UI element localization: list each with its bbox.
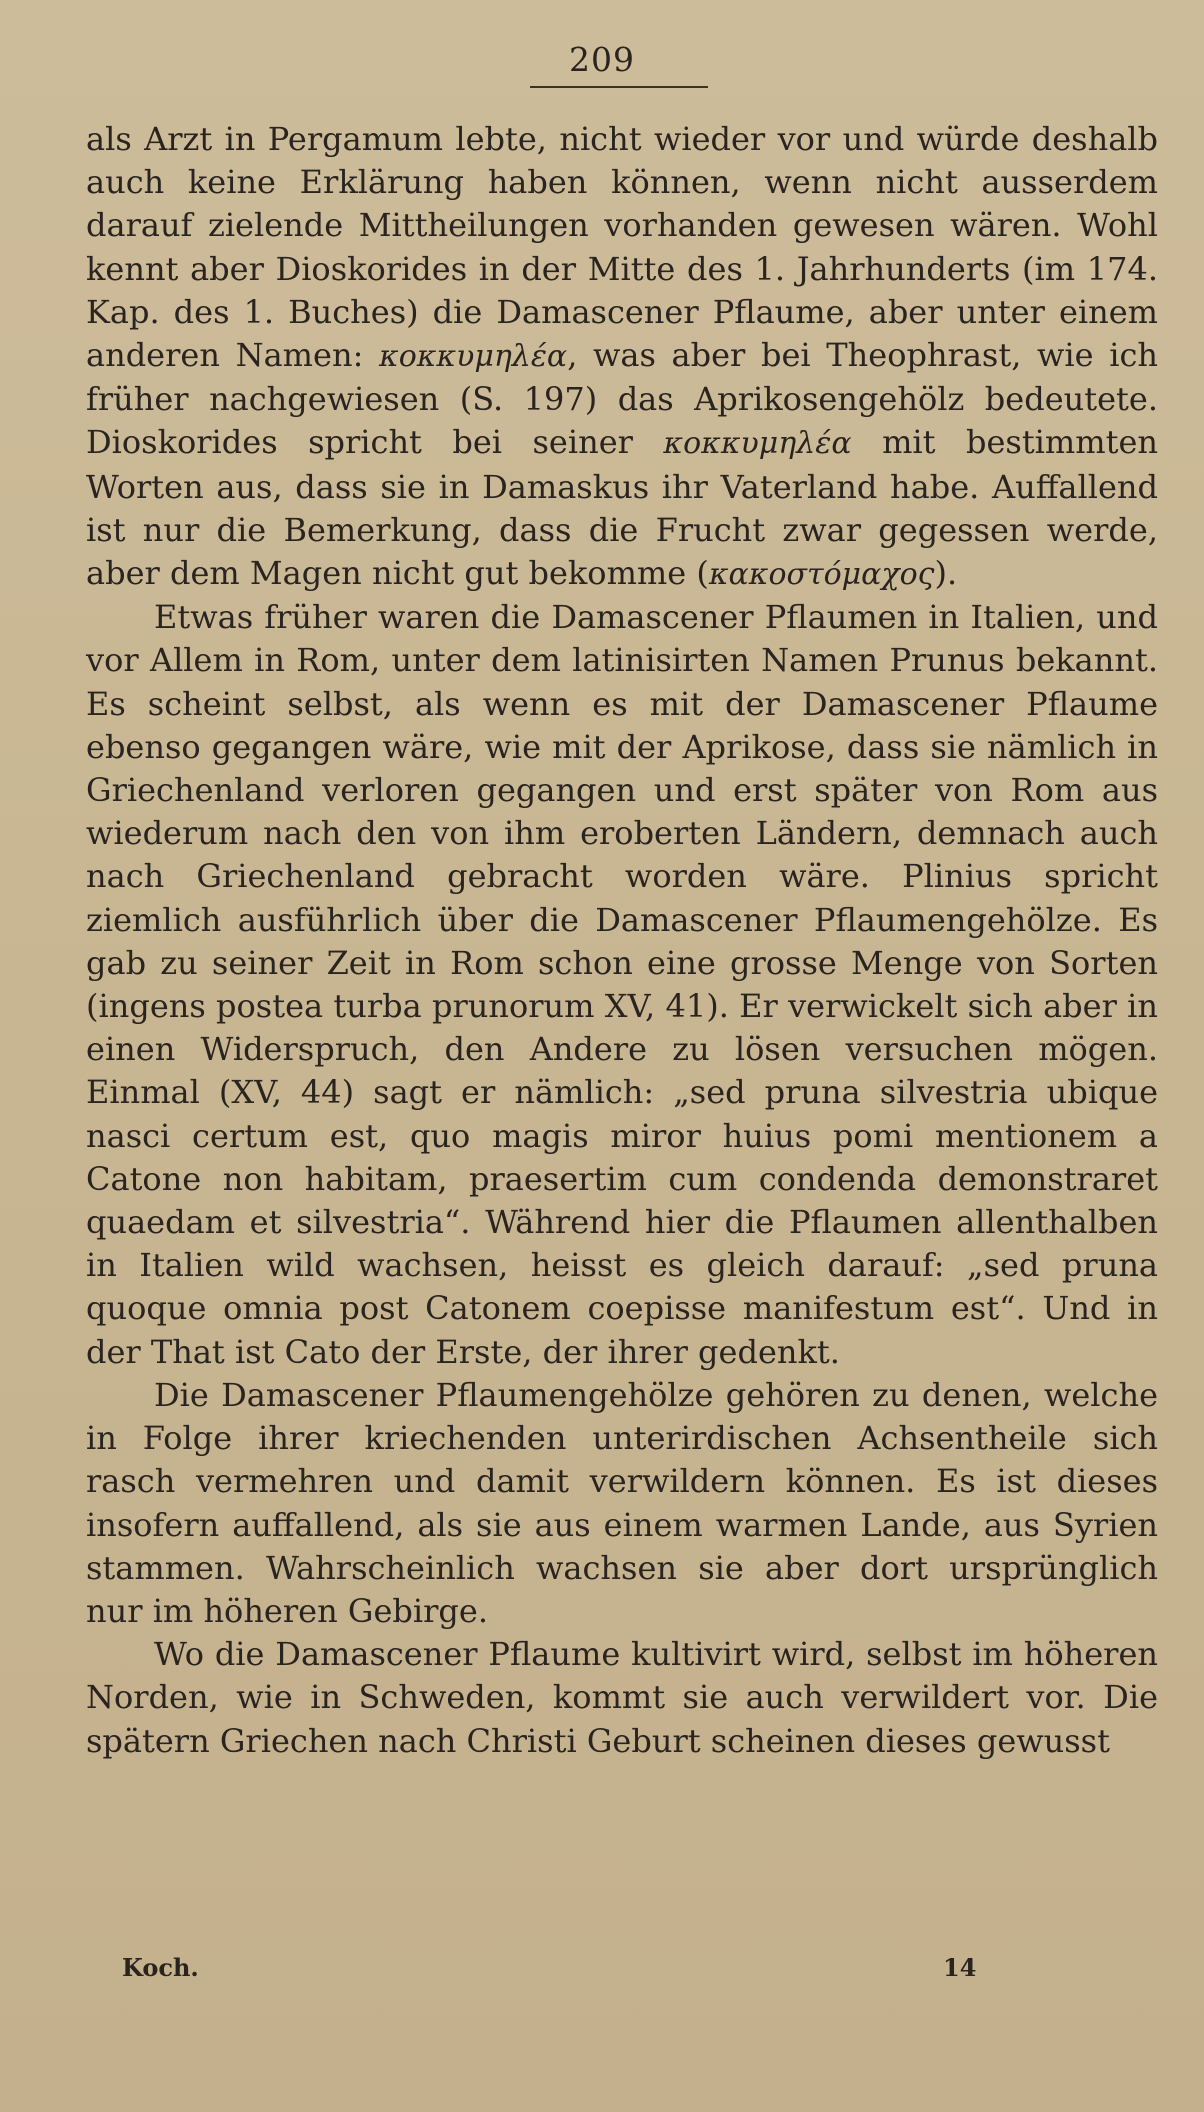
paragraph (86, 596, 1158, 1374)
paragraph-text: , was aber bei Theophrast, wie ich früher nachgewiesen (S. 197) das Aprikosengehölz bedeutete. Dioskorides spricht bei seiner (86, 336, 1159, 462)
paragraph-text: mit bestimmten Worten aus, dass sie in Damaskus ihr Vaterland habe. Auffallend ist nur die Bemerkung, dass die Frucht zwar gegessen werde, aber dem Magen nicht gut bekomme ( (86, 423, 1159, 593)
greek-term: κακοστόμαχος (708, 557, 935, 593)
paragraph-text: Wo die Damascener Pflaume kultivirt wird, selbst im höheren Norden, wie in Schweden, kommt sie auch verwildert vor. Die spätern Griechen nach Christi Geburt scheinen dieses gewusst (86, 1635, 1158, 1760)
header-rule (530, 86, 708, 88)
footer-signature-number: 14 (943, 1953, 977, 1982)
page-footer (0, 1953, 1204, 1993)
footer-author: Koch. (122, 1953, 199, 1982)
greek-term: κοκκυμηλέα (663, 426, 852, 462)
body-text (86, 118, 1158, 1763)
page-number: 209 (569, 40, 635, 79)
paragraph-text: Die Damascener Pflaumengehölze gehören zu denen, welche in Folge ihrer kriechenden unterirdischen Achsentheile sich rasch vermehren und damit verwildern können. Es ist dieses insofern auffallend, als sie aus einem warmen Lande, aus Syrien stammen. Wahrscheinlich wachsen sie aber dort ursprünglich nur im höheren Gebirge. (86, 1375, 1158, 1630)
paragraph-text: Etwas früher waren die Damascener Pflaumen in Italien, und vor Allem in Rom, unter dem latinisirten Namen Prunus bekannt. Es scheint selbst, als wenn es mit der Damascener Pflaume ebenso gegangen wäre, wie mit der Aprikose, dass sie nämlich in Griechenland verloren gegangen und erst später von Rom aus wiederum nach den von ihm eroberten Ländern, demnach auch nach Griechenland gebracht worden wäre. Plinius spricht ziemlich ausführlich über die Damascener Pflaumengehölze. Es gab zu seiner Zeit in Rom schon eine grosse Menge von Sorten (ingens postea turba prunorum XV, 41). Er verwickelt sich aber in einen Widerspruch, den Andere zu lösen versuchen mögen. Einmal (XV, 44) sagt er nämlich: „sed pruna silvestria ubique nasci certum est, quo magis miror huius pomi mentionem a Catone non habitam, praesertim cum condenda demonstraret quaedam et silvestria“. Während hier die Pflaumen allenthalben in Italien wild wachsen, heisst es gleich darauf: „sed pruna quoque omnia post Catonem coepisse manifestum est“. Und in der That ist Cato der Erste, der ihrer gedenkt. (86, 598, 1158, 1371)
greek-term: κοκκυμηλέα (379, 339, 568, 375)
paragraph-text: als Arzt in Pergamum lebte, nicht wieder vor und würde deshalb auch keine Erklärung haben können, wenn nicht ausserdem darauf zielende Mittheilungen vorhanden gewesen wären. Wohl kennt aber Dioskorides in der Mitte des 1. Jahrhunderts (im 174. Kap. des 1. Buches) die Damascener Pflaume, aber unter einem anderen Namen: (86, 120, 1158, 375)
paragraph (86, 118, 1158, 596)
paragraph (86, 1374, 1158, 1633)
paragraph-text: ). (934, 554, 958, 593)
paragraph (86, 1633, 1158, 1763)
